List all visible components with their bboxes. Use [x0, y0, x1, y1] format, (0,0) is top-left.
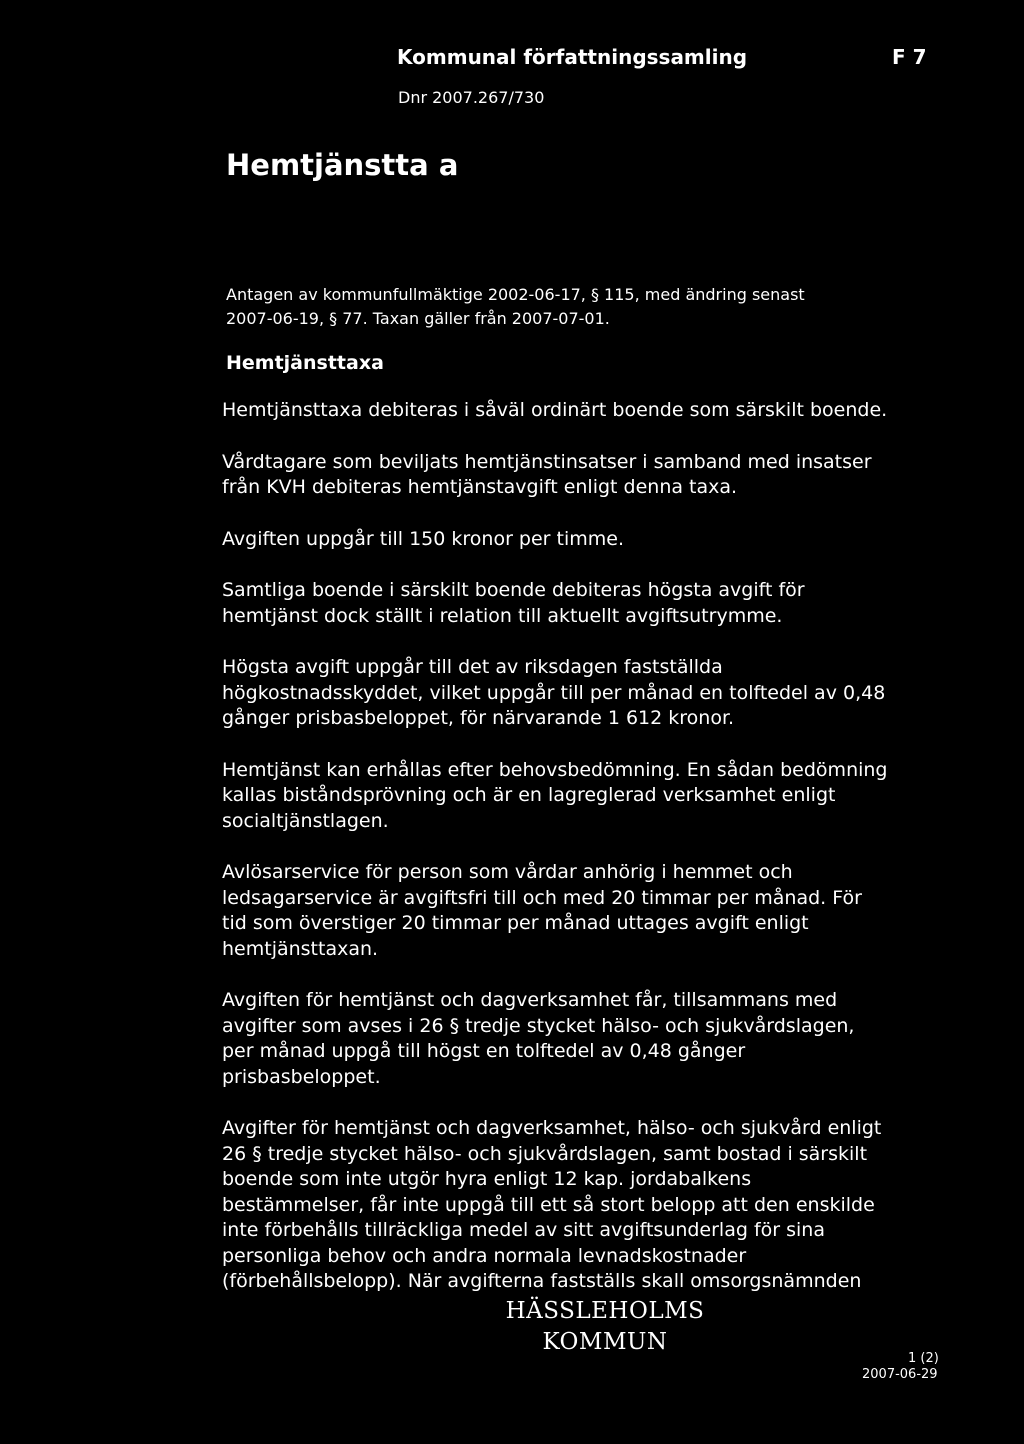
body-text — [222, 398, 962, 1321]
text-line: avgifter som avses i 26 § tredje stycket hälso- och sjukvårdslagen, — [222, 1014, 855, 1037]
text-line: Hemtjänsttaxa debiteras i såväl ordinärt boende som särskilt boende. — [222, 399, 888, 421]
municipality-logo — [490, 1296, 720, 1358]
text-line: bestämmelser, får inte uppgå till ett så stort belopp att den enskilde — [222, 1193, 875, 1216]
section-heading: Hemtjänsttaxa — [226, 352, 384, 374]
paragraph — [222, 1116, 962, 1295]
text-line: Avlösarservice för person som vårdar anhörig i hemmet och — [222, 861, 793, 883]
paragraph — [222, 398, 962, 424]
text-line: (förbehållsbelopp). När avgifterna fastställs skall omsorgsnämnden — [222, 1270, 862, 1292]
paragraph — [222, 988, 962, 1090]
text-line: ledsagarservice är avgiftsfri till och med 20 timmar per månad. För — [222, 886, 862, 909]
text-line: boende som inte utgör hyra enligt 12 kap. jordabalkens — [222, 1168, 752, 1190]
document-code: F 7 — [892, 45, 927, 69]
text-line: socialtjänstlagen. — [222, 809, 389, 832]
paragraph — [222, 860, 962, 962]
text-line: Samtliga boende i särskilt boende debiteras högsta avgift för — [222, 579, 805, 601]
text-line: gånger prisbasbeloppet, för närvarande 1 612 kronor. — [222, 707, 735, 729]
text-line: högkostnadsskyddet, vilket uppgår till per månad en tolftedel av 0,48 — [222, 681, 886, 704]
text-line: Högsta avgift uppgår till det av riksdagen fastställda — [222, 656, 723, 678]
paragraph — [222, 578, 962, 629]
text-line: 26 § tredje stycket hälso- och sjukvårdslagen, samt bostad i särskilt — [222, 1142, 868, 1165]
text-line: hemtjänsttaxan. — [222, 937, 379, 960]
text-line: Hemtjänst kan erhållas efter behovsbedömning. En sådan bedömning — [222, 758, 888, 781]
logo-line: KOMMUN — [542, 1329, 668, 1355]
page-number: 1 (2) — [908, 1351, 939, 1366]
text-line: personliga behov och andra normala levnadskostnader — [222, 1244, 747, 1267]
paragraph — [222, 758, 962, 835]
text-line: inte förbehålls tillräckliga medel av sitt avgiftsunderlag för sina — [222, 1219, 825, 1241]
text-line: Avgiften för hemtjänst och dagverksamhet får, tillsammans med — [222, 989, 838, 1011]
adoption-note-line: 2007-06-19, § 77. Taxan gäller från 2007-07-01. — [226, 309, 610, 328]
text-line: prisbasbeloppet. — [222, 1065, 381, 1088]
paragraph — [222, 655, 962, 732]
text-line: per månad uppgå till högst en tolftedel av 0,48 gånger — [222, 1040, 746, 1062]
text-line: tid som överstiger 20 timmar per månad uttages avgift enligt — [222, 912, 809, 934]
text-line: från KVH debiteras hemtjänstavgift enligt denna taxa. — [222, 476, 738, 498]
paragraph — [222, 450, 962, 501]
text-line: Avgiften uppgår till 150 kronor per timme. — [222, 527, 625, 550]
collection-title: Kommunal författningssamling — [397, 45, 748, 69]
registration-number: Dnr 2007.267/730 — [398, 88, 545, 107]
document-title: Hemtjänstta a — [226, 148, 459, 182]
text-line: kallas biståndsprövning och är en lagreglerad verksamhet enligt — [222, 784, 836, 806]
text-line: Vårdtagare som beviljats hemtjänstinsatser i samband med insatser — [222, 450, 872, 473]
text-line: Avgifter för hemtjänst och dagverksamhet, hälso- och sjukvård enligt — [222, 1117, 882, 1139]
paragraph — [222, 527, 962, 553]
logo-line: HÄSSLEHOLMS — [505, 1298, 705, 1324]
text-line: hemtjänst dock ställt i relation till aktuellt avgiftsutrymme. — [222, 604, 783, 627]
adoption-note — [226, 283, 926, 331]
adoption-note-line: Antagen av kommunfullmäktige 2002-06-17, § 115, med ändring senast — [226, 285, 805, 304]
document-date: 2007-06-29 — [862, 1367, 938, 1382]
